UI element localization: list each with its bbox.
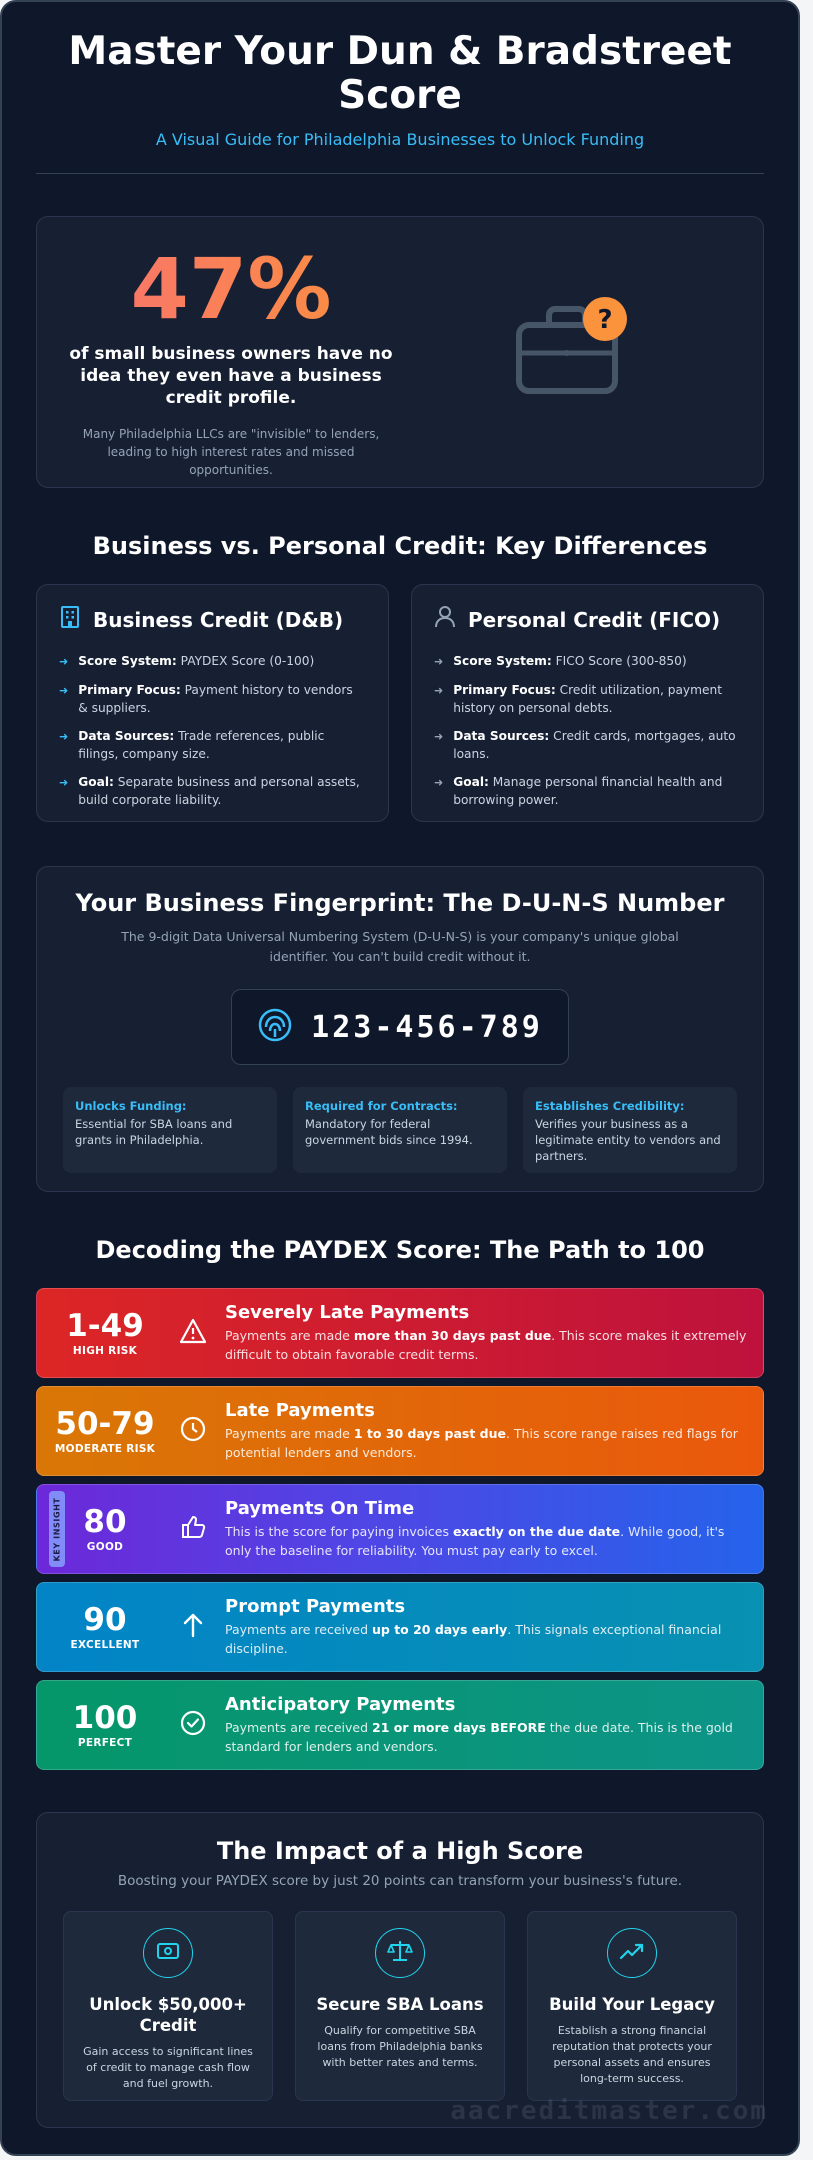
thumbs-up-icon bbox=[179, 1513, 207, 1545]
impact-items bbox=[63, 1911, 737, 2101]
key-insight-badge: KEY INSIGHT bbox=[49, 1491, 65, 1567]
feature-item: Unlocks Funding: Essential for SBA loans and grants in Philadelphia. bbox=[63, 1087, 277, 1173]
paydex-tier: 1-49 HIGH RISK Severely Late Payments Payments are made more than 30 days past due. This score makes it extremely difficult to obtain favorable credit terms. bbox=[36, 1288, 764, 1378]
list-item: ➜ Score System: FICO Score (300-850) bbox=[434, 654, 687, 668]
feature-item: Required for Contracts: Mandatory for federal government bids since 1994. bbox=[293, 1087, 507, 1173]
impact-subtitle: Boosting your PAYDEX score by just 20 points can transform your business's future. bbox=[117, 1873, 683, 1889]
page-subtitle: A Visual Guide for Philadelphia Businesses to Unlock Funding bbox=[155, 130, 645, 149]
list-item: ➜ Score System: PAYDEX Score (0-100) bbox=[59, 654, 315, 668]
list-item: ➜ Primary Focus: Credit utilization, payment history on personal debts. bbox=[434, 683, 723, 715]
paydex-tier: KEY INSIGHT 80 GOOD Payments On Time This is the score for paying invoices exactly on the due date. While good, it's only the baseline for reliability. You must pay early to excel. bbox=[36, 1484, 764, 1574]
fingerprint-icon bbox=[257, 1007, 293, 1047]
duns-features bbox=[63, 1087, 737, 1173]
user-icon bbox=[434, 605, 456, 634]
impact-item: Secure SBA Loans Qualify for competitive SBA loans from Philadelphia banks with better rates and terms. bbox=[295, 1911, 505, 2101]
list-item: ➜ Primary Focus: Payment history to vendors & suppliers. bbox=[59, 683, 353, 715]
list-item: ➜ Goal: Manage personal financial health and borrowing power. bbox=[434, 775, 723, 807]
business-credit-card bbox=[36, 584, 389, 822]
building-icon bbox=[59, 605, 81, 634]
stat-card bbox=[36, 216, 764, 488]
divider bbox=[36, 173, 764, 174]
list-item: ➜ Goal: Separate business and personal assets, build corporate liability. bbox=[59, 775, 360, 807]
list-item: ➜ Data Sources: Trade references, public filings, company size. bbox=[59, 729, 325, 761]
svg-text:?: ? bbox=[597, 305, 613, 335]
duns-number-box bbox=[231, 989, 569, 1065]
stat-value: 47% bbox=[61, 239, 401, 339]
stat-headline: of small business owners have no idea they even have a business credit profile. bbox=[69, 344, 393, 408]
stat-note: Many Philadelphia LLCs are "invisible" to lenders, leading to high interest rates and missed opportunities. bbox=[82, 427, 380, 477]
personal-credit-card bbox=[411, 584, 764, 822]
trending-up-icon bbox=[619, 1941, 645, 1965]
paydex-title: Decoding the PAYDEX Score: The Path to 100 bbox=[95, 1236, 705, 1264]
duns-number: 123-456-789 bbox=[311, 1009, 543, 1045]
paydex-tiers bbox=[36, 1288, 764, 1770]
impact-item: Build Your Legacy Establish a strong financial reputation that protects your personal assets and ensures long-term success. bbox=[527, 1911, 737, 2101]
paydex-tier: 100 PERFECT Anticipatory Payments Payments are received 21 or more days BEFORE the due date. This is the gold standard for lenders and vendors. bbox=[36, 1680, 764, 1770]
clock-icon bbox=[179, 1415, 207, 1447]
duns-title: Your Business Fingerprint: The D-U-N-S Number bbox=[75, 889, 725, 917]
comparison bbox=[36, 584, 764, 822]
list-item: ➜ Data Sources: Credit cards, mortgages, auto loans. bbox=[434, 729, 736, 761]
money-icon bbox=[156, 1941, 180, 1965]
warning-icon bbox=[179, 1318, 207, 1348]
personal-credit-heading: Personal Credit (FICO) bbox=[468, 607, 721, 632]
paydex-tier: 90 EXCELLENT Prompt Payments Payments are received up to 20 days early. This signals exceptional financial discipline. bbox=[36, 1582, 764, 1672]
impact-item: Unlock $50,000+ Credit Gain access to significant lines of credit to manage cash flow and fuel growth. bbox=[63, 1911, 273, 2101]
impact-card bbox=[36, 1812, 764, 2128]
business-credit-heading: Business Credit (D&B) bbox=[93, 607, 344, 632]
comparison-title: Business vs. Personal Credit: Key Differences bbox=[92, 532, 708, 560]
briefcase-question-icon bbox=[505, 295, 635, 409]
paydex-tier: 50-79 MODERATE RISK Late Payments Payments are made 1 to 30 days past due. This score range raises red flags for potential lenders and vendors. bbox=[36, 1386, 764, 1476]
duns-card bbox=[36, 866, 764, 1192]
feature-item: Establishes Credibility: Verifies your business as a legitimate entity to vendors and partners. bbox=[523, 1087, 737, 1173]
page-title: Master Your Dun & Bradstreet Score bbox=[68, 29, 732, 118]
duns-description: The 9-digit Data Universal Numbering System (D-U-N-S) is your company's unique global identifier. You can't build credit without it. bbox=[121, 929, 679, 964]
check-circle-icon bbox=[179, 1709, 207, 1741]
scale-icon bbox=[387, 1939, 413, 1967]
impact-title: The Impact of a High Score bbox=[216, 1837, 584, 1865]
watermark: aacreditmaster.com bbox=[450, 2096, 768, 2126]
arrow-up-icon bbox=[179, 1611, 207, 1643]
